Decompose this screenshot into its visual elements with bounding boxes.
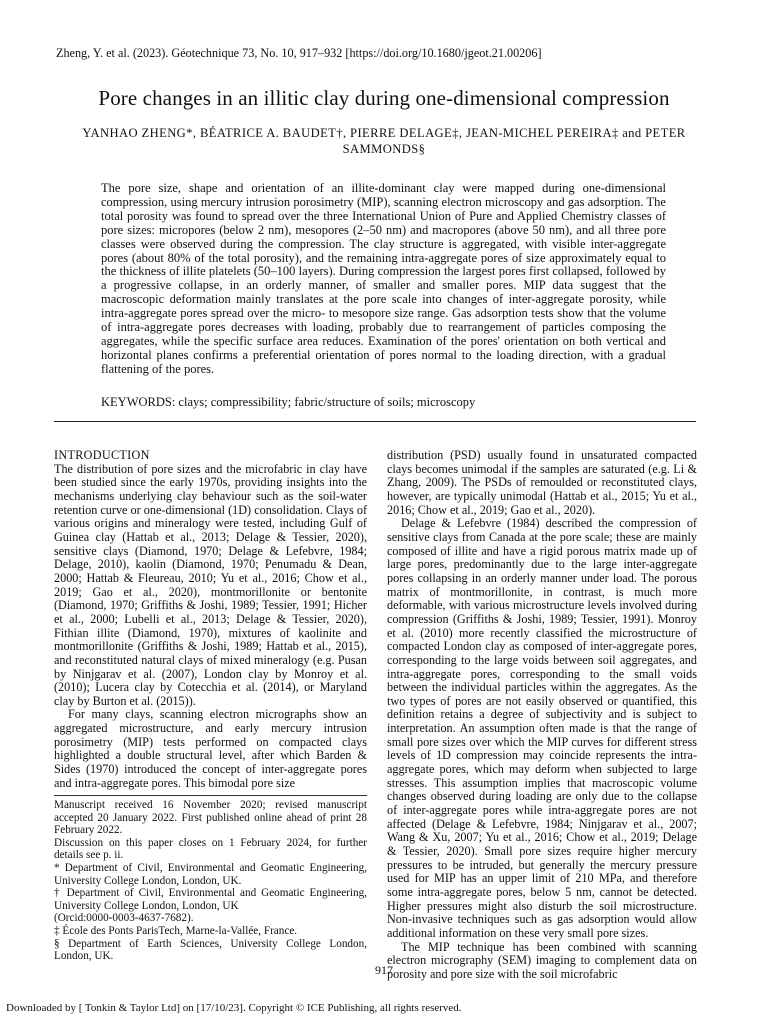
body-paragraph: distribution (PSD) usually found in unsaturated compacted clays becomes unimodal if the samples are saturated (e.g. Li & Zhang, 2009). The PSDs of remoulded or reconstituted clays, however, are typically unimodal (Hattab et al., 2015; Yu et al., 2016; Chow et al., 2019; Gao et al., 2020). [387, 448, 697, 517]
left-column [54, 449, 367, 790]
body-paragraph: For many clays, scanning electron micrographs show an aggregated microstructure, and early mercury intrusion porosimetry (MIP) tests performed on compacted clays highlighted a double structural level, after which Barden & Sides (1970) introduced the concept of inter-aggregate pores and intra-aggregate pores. This bimodal pore size [54, 707, 367, 790]
section-heading-introduction: INTRODUCTION [54, 448, 150, 462]
right-column [387, 449, 697, 982]
footnote-divider [54, 795, 367, 796]
section-divider [54, 421, 696, 422]
body-paragraph: Delage & Lefebvre (1984) described the compression of sensitive clays from Canada at the pore scale; these are mainly composed of illite and have a rigid porous matrix made up of large pores, predominantly due to the large inter-aggregate pores collapsing in an orderly manner under load. The porous matrix of montmorillonite, in contrast, is much more deformable, with various microstructure levels involved during compression (Griffiths & Joshi, 1989; Tessier, 1991). Monroy et al. (2010) more recently classified the microstructure of compacted London clay as composed of inter-aggregate pores, corresponding to the large voids between soil aggregates, and intra-aggregate pores, corresponding to the small voids between the individual particles within the aggregates. As the two types of pores are not easily observed or quantified, this definition retains a degree of subjectivity and is subject to interpretation. An assumption often made is that the range of small pore sizes over which the MIP curves for different stress levels of 1D compression may coincide represents the intra-aggregate pores, which may deform when subjected to large stresses. This assumption implies that macroscopic volume changes observed during loading are only due to the collapse of inter-aggregate pores while intra-aggregate pores are not affected (Delage & Lefebvre, 1984; Ninjgarav et al., 2007; Wang & Xu, 2007; Yu et al., 2016; Chow et al., 2019; Delage & Tessier, 2020). Small pore sizes require higher mercury pressures to be intruded, but generally the mercury pressure used for MIP has an upper limit of 210 MPa, and therefore some intra-aggregate pores, below 5 nm, cannot be detected. Higher pressures might also disturb the soil microstructure. Non-invasive techniques such as gas adsorption would allow additional information on these very small pore sizes. [387, 516, 697, 940]
footnotes [54, 799, 367, 963]
paper-title: Pore changes in an illitic clay during one-dimensional compression [98, 86, 670, 110]
footnote-affiliation: * Department of Civil, Environmental and Geomatic Engineering, University College London, London, UK. [54, 861, 367, 887]
page-number: 917 [375, 963, 393, 977]
footnote-affiliation: § Department of Earth Sciences, University College London, London, UK. [54, 937, 367, 963]
body-paragraph: The distribution of pore sizes and the microfabric in clay have been studied since the early 1970s, providing insights into the mechanisms underlying clay behaviour such as the soil-water retention curve or one-dimensional (1D) consolidation. Clays of various origins and mineralogy were tested, including Gulf of Guinea clay (Hattab et al., 2013; Delage & Tessier, 2020), sensitive clays (Diamond, 1970; Delage & Lefebvre, 1984; Delage, 2010), kaolin (Diamond, 1970; Penumadu & Dean, 2000; Hattab & Fleureau, 2010; Yu et al., 2016; Chow et al., 2019; Gao et al., 2020), montmorillonite or bentonite (Diamond, 1970; Griffiths & Joshi, 1989; Tessier, 1991; Hicher et al., 2000; Lubelli et al., 2013; Delage & Tessier, 2020), Fithian illite (Diamond, 1970), mixtures of kaolinite and montmorillonite (Griffiths & Joshi, 1989; Hattab et al., 2015), and reconstituted natural clays of mixed mineralogy (e.g. Pusan by Ninjgarav et al. (2007), London clay by Monroy et al. (2010); Lucera clay by Cotecchia et al. (2014), or Maryland clay by Burton et al. (2015)). [54, 461, 367, 708]
citation-header: Zheng, Y. et al. (2023). Géotechnique 73, No. 10, 917–932 [https://doi.org/10.1680/jgeot.21.00206] [56, 46, 542, 60]
abstract: The pore size, shape and orientation of an illite-dominant clay were mapped during one-dimensional compression, using mercury intrusion porosimetry (MIP), scanning electron microscopy and gas adsorption. The total porosity was found to spread over the three International Union of Pure and Applied Chemistry classes of pore sizes: micropores (below 2 nm), mesopores (2–50 nm) and macropores (above 50 nm), and all three pore classes were observed during the compression. The clay structure is aggregated, with visible inter-aggregate pores (about 80% of the total porosity), and the remaining intra-aggregate pores of size approximately equal to the thickness of illite platelets (50–100 layers). During compression the largest pores first collapsed, followed by a progressive collapse, in an orderly manner, of smaller and smaller pores. MIP data suggest that the macroscopic deformation mainly translates at the pore scale into changes of inter-aggregate porosity, while intra-aggregate pores spread over the micro- to mesopore size range. Gas adsorption tests show that the volume of intra-aggregate pores decreases with loading, probably due to rearrangement of particles composing the aggregates, while the specific surface area reduces. Examination of the pores' orientation on both vertical and horizontal planes confirms a preferential orientation of pores normal to the loading direction, with a gradual flattening of the pores. [101, 181, 666, 376]
footnote-affiliation: † Department of Civil, Environmental and Geomatic Engineering, University College London, London, UK [54, 887, 367, 912]
footnote-orcid: (Orcid:0000-0003-4637-7682). [54, 912, 194, 925]
footnote-manuscript: Manuscript received 16 November 2020; revised manuscript accepted 20 January 2022. First published online ahead of print 28 February 2022. [54, 799, 367, 837]
footnote-affiliation: ‡ École des Ponts ParisTech, Marne-la-Vallée, France. [54, 924, 298, 937]
author-list: YANHAO ZHENG*, BÉATRICE A. BAUDET†, PIERRE DELAGE‡, JEAN-MICHEL PEREIRA‡ and PETER SAMMONDS§ [82, 126, 686, 156]
body-paragraph: The MIP technique has been combined with scanning electron micrography (SEM) imaging to complement data on porosity and pore size with the soil microfabric [387, 939, 697, 981]
download-notice: Downloaded by [ Tonkin & Taylor Ltd] on [17/10/23]. Copyright © ICE Publishing, all rights reserved. [6, 1002, 462, 1014]
keywords: KEYWORDS: clays; compressibility; fabric/structure of soils; microscopy [101, 395, 476, 409]
footnote-discussion: Discussion on this paper closes on 1 February 2024, for further details see p. ii. [54, 836, 367, 862]
